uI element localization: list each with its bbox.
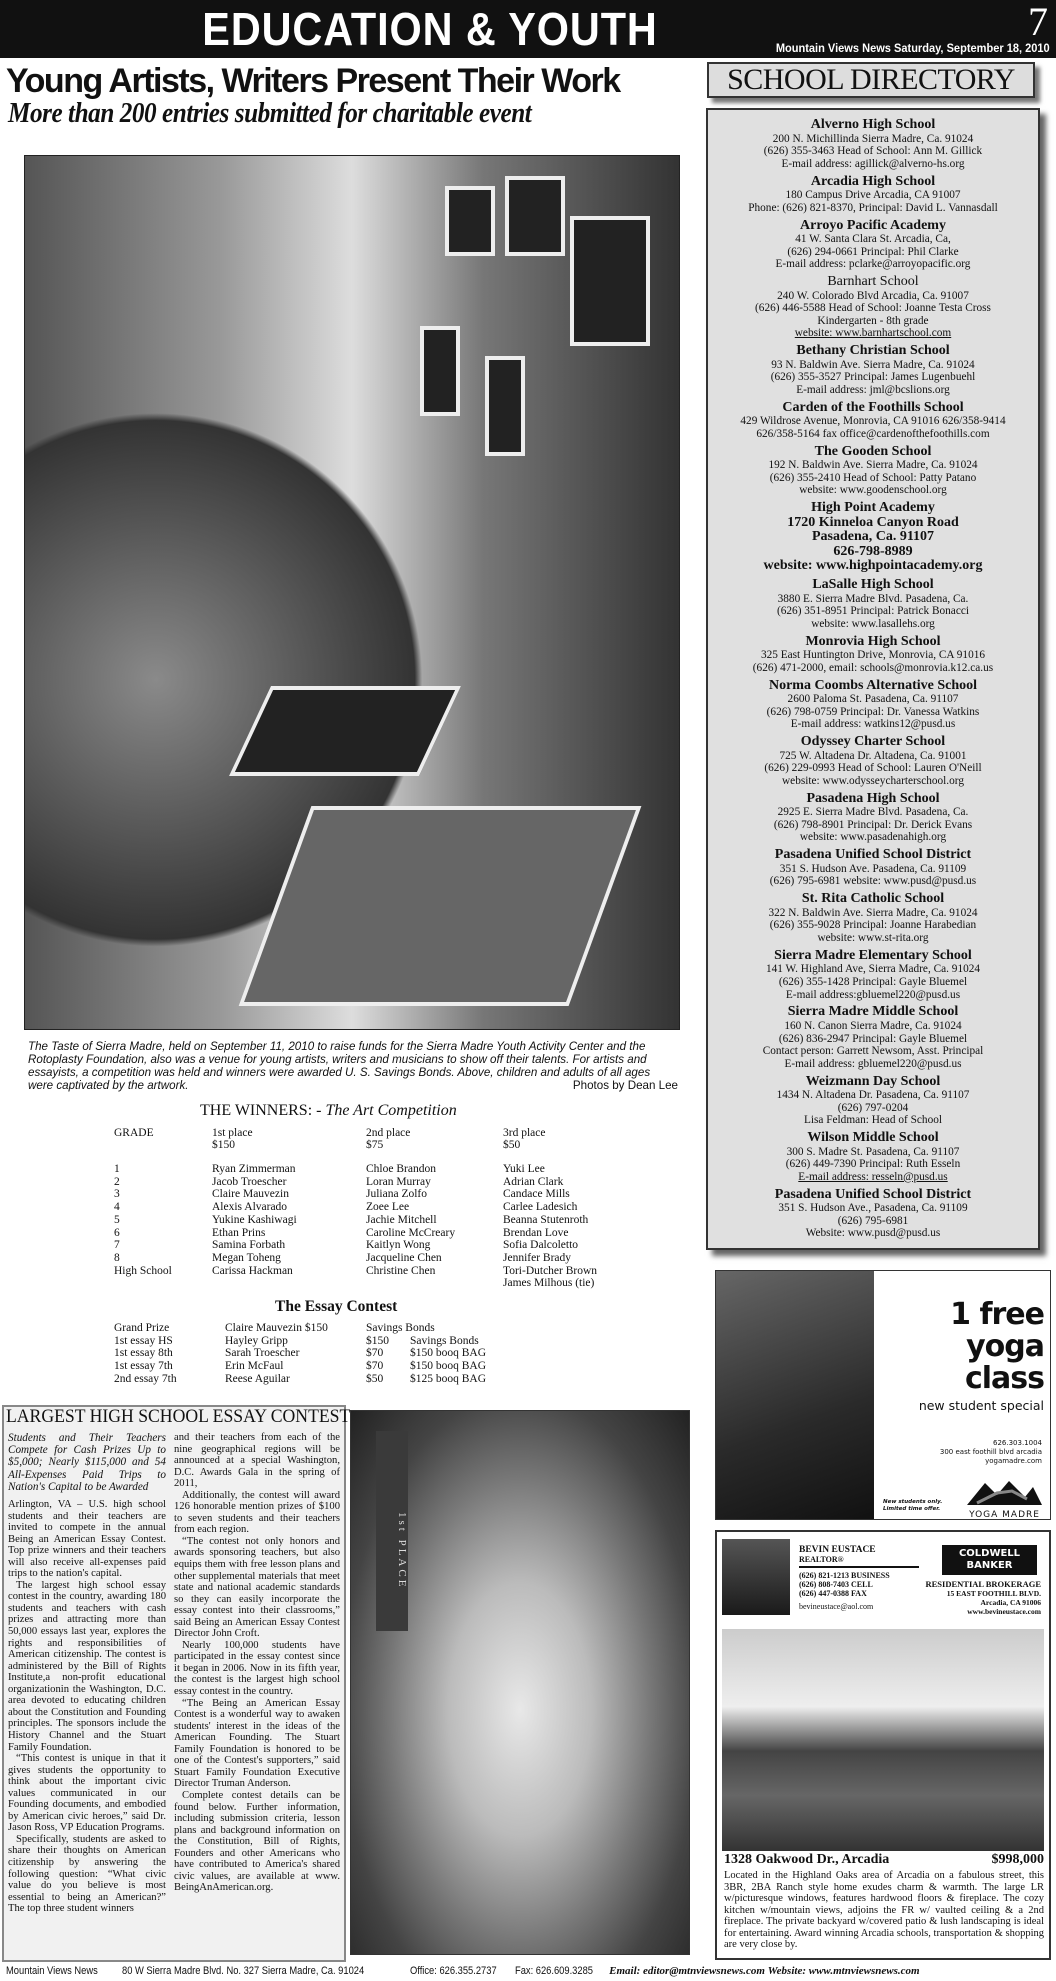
school-contact-link[interactable]: website: www.odysseycharterschool.org (782, 774, 964, 787)
school-contact-link[interactable]: E-mail address: watkins12@pusd.us (790, 718, 956, 731)
cell: 1st essay HS (114, 1334, 173, 1347)
brokerage-line: Arcadia, CA 91006 (980, 1598, 1041, 1607)
school-entry (712, 275, 1034, 340)
headline-line: 1 free (950, 1297, 1044, 1332)
school-name: LaSalle High School (812, 577, 934, 593)
school-entry (712, 848, 1034, 888)
essay-contest-title: The Essay Contest (275, 1298, 398, 1315)
cell: Tori-Dutcher Brown (503, 1264, 598, 1277)
school-contact-link[interactable]: E-mail address: jml@bcslions.org (796, 383, 950, 396)
artwork-frame (445, 186, 495, 256)
cell: GRADE (114, 1127, 154, 1139)
cell: 1st essay 8th (114, 1347, 173, 1360)
school-detail: (626) 229-0993 Head of School: Lauren O'Neill (764, 762, 982, 775)
headline-line: class (964, 1361, 1044, 1396)
section-title: EDUCATION & YOUTH (202, 3, 658, 55)
school-name: High Point Academy (811, 500, 935, 516)
school-detail: 325 East Huntington Drive, Monrovia, CA 91016 (760, 649, 986, 662)
school-detail: (626) 355-3463 Head of School: Ann M. Gillick (763, 145, 983, 158)
cell: Beanna Stutenroth (503, 1213, 589, 1226)
school-contact-link[interactable]: (626) 795-6981 website: www.pusd@pusd.us (769, 875, 977, 888)
school-detail: 429 Wildrose Avenue, Monrovia, CA 91016 626/358-9414 (740, 415, 1006, 428)
school-detail: 1434 N. Altadena Dr. Pasadena, Ca. 91107 (776, 1089, 970, 1102)
school-entry (712, 219, 1034, 271)
cell: $70 (366, 1347, 384, 1360)
school-contact-link[interactable]: website: www.highpointacademy.org (763, 558, 983, 574)
artwork-frame (505, 176, 565, 256)
school-entry (712, 578, 1034, 630)
school-directory-title: SCHOOL DIRECTORY (707, 62, 1035, 98)
yoga-ad[interactable] (715, 1270, 1051, 1520)
school-detail: (626) 446-5588 Head of School: Joanne Testa Cross (755, 302, 991, 315)
artwork-frame (570, 216, 650, 346)
school-detail: Pasadena, Ca. 91107 (811, 529, 935, 545)
school-contact-link[interactable]: (626) 471-2000, email: schools@monrovia.k12.ca.us (752, 661, 994, 674)
yoga-contact (940, 1439, 1042, 1466)
cell: 5 (114, 1213, 120, 1226)
listing-description: Located in the Highland Oaks area of Arcadia on a fabulous street, this 3BR, 2BA Ranch style home exudes charm & warmth. The large LR w/picturesque windows, features hardwood floors & fireplace. The cozy kitchen w/mountain views, adjoins the FR w/ vaulted ceiling & a 2nd fireplace. The private backyard w/covered patio & lush landscaping is ideal for entertaining. Award winning Arcadia schools, transportation & shopping are very close by. (724, 1870, 1044, 1950)
cell: 3 (114, 1188, 120, 1201)
school-detail: 93 N. Baldwin Ave. Sierra Madre, Ca. 91024 (771, 358, 975, 371)
subheadline: More than 200 entries submitted for charitable event (8, 98, 532, 129)
cell: Megan Toheng (212, 1251, 281, 1264)
cell: 1 (114, 1163, 120, 1175)
page-number: 7 (1028, 0, 1048, 44)
article-paragraph: and their teachers from each of the nine geographical regions will be announced at a special Washington, D.C. Awards Gala in the spring of 2011, (174, 1432, 340, 1490)
agent-phone: (626) 447-0388 FAX (799, 1589, 867, 1598)
school-name: Arcadia High School (810, 173, 936, 189)
article-subheading: Students and Their Teachers Compete for Cash Prizes Up to $5,000; Nearly $115,000 and 54 All-Expenses Paid Trips to Nation's Capital to be Awarded (8, 1432, 166, 1493)
article-paragraph: Complete contest details can be found below. Further information, including submission criteria, lesson plans and background information on the Constitution, Bill of Rights, Founders and other Americans who have contributed to America's shared civic values, are available at www. BeingAnAmerican.org. (174, 1789, 340, 1894)
cell: $150 (366, 1334, 389, 1347)
agent-photo (722, 1539, 790, 1615)
brokerage-website[interactable]: www.bevineustace.com (967, 1607, 1041, 1616)
coldwell-banker-logo (942, 1545, 1037, 1575)
photo-credit: Photos by Dean Lee (572, 1079, 678, 1092)
school-name: Arroyo Pacific Academy (800, 217, 946, 233)
cell: Savings Bonds (366, 1322, 435, 1334)
brokerage-line: 15 EAST FOOTHILL BLVD. (946, 1589, 1041, 1598)
school-entry (712, 401, 1034, 441)
agent-info (799, 1546, 919, 1611)
cell: Samina Forbath (212, 1239, 286, 1252)
realtor-ad[interactable] (715, 1530, 1051, 1960)
school-detail: 2925 E. Sierra Madre Blvd. Pasadena, Ca. (777, 806, 969, 819)
dateline: Mountain Views News Saturday, September 18, 2010 (776, 41, 1050, 55)
listing-price: $998,000 (991, 1852, 1044, 1867)
article-column-1 (8, 1432, 166, 1915)
cell: $150 (212, 1139, 235, 1151)
school-name: Alverno High School (810, 117, 936, 132)
note-line: Limited time offer. (883, 1506, 941, 1512)
yoga-address: 300 east foothill blvd arcadia (939, 1448, 1042, 1456)
cell: 6 (114, 1226, 120, 1239)
cell: Claire Mauvezin $150 (225, 1322, 328, 1334)
page-footer (0, 1962, 1056, 1981)
school-contact-link[interactable]: website: www.goodenschool.org (799, 484, 947, 497)
school-entry (712, 501, 1034, 574)
cell: $50 (366, 1372, 384, 1385)
school-contact-link[interactable]: website: www.barnhartschool.com (794, 327, 952, 340)
school-name: Monrovia High School (805, 633, 941, 649)
school-entry (712, 949, 1034, 1001)
school-entry (712, 892, 1034, 944)
agent-email[interactable]: bevineustace@aol.com (799, 1602, 874, 1611)
school-detail: 160 N. Canon Sierra Madre, Ca. 91024 (784, 1019, 962, 1032)
school-name: Weizmann Day School (805, 1073, 941, 1089)
cell: 4 (114, 1201, 120, 1214)
article-paragraph: Nearly 100,000 students have participated in the essay contest since it began in 2006. Now in its fifth year, the contest is the largest high school essay contest in the country. (174, 1639, 340, 1698)
cell: Alexis Alvarado (212, 1201, 288, 1214)
cell: Yuki Lee (503, 1163, 545, 1175)
cell: Sofia Dalcoletto (503, 1239, 579, 1252)
cell: Yukine Kashiwagi (212, 1213, 297, 1226)
cell: Ryan Zimmerman (212, 1163, 296, 1175)
school-detail: Kindergarten - 8th grade (817, 314, 929, 327)
brokerage-line: RESIDENTIAL BROKERAGE (925, 1579, 1041, 1589)
school-detail: 141 W. Highland Ave, Sierra Madre, Ca. 91024 (765, 963, 981, 976)
school-contact-link[interactable]: Website: www.pusd@pusd.us (805, 1227, 941, 1240)
article-paragraph: Arlington, VA – U.S. high school students and their teachers are invited to compete in the annual Being an American Essay Contest. Top prize winners and their teachers will also receive all-expenses paid trips to the nation's capital. (8, 1499, 166, 1580)
agent-phone: (626) 808-7403 CELL (799, 1580, 873, 1589)
cell: Grand Prize (114, 1322, 170, 1334)
cell: Adrian Clark (503, 1175, 564, 1188)
artwork-frame (229, 686, 461, 776)
yoga-ad-subline: new student special (918, 1398, 1044, 1413)
school-name: Sierra Madre Middle School (787, 1004, 959, 1020)
brand-line: BANKER (966, 1560, 1013, 1571)
school-contact-link[interactable]: E-mail address: agillick@alverno-hs.org (781, 157, 965, 170)
headline: Young Artists, Writers Present Their Work (6, 62, 620, 100)
school-entry (712, 118, 1034, 170)
school-name: Barnhart School (827, 274, 919, 290)
school-name: Carden of the Foothills School (782, 399, 964, 415)
school-detail: 180 Campus Drive Arcadia, CA 91007 (785, 189, 961, 202)
cell: Chloe Brandon (366, 1163, 436, 1175)
listing-title (724, 1852, 1044, 1868)
cell: Brendan Love (503, 1226, 569, 1239)
school-contact-link[interactable]: E-mail address: pclarke@arroyopacific.org (775, 258, 971, 271)
school-detail: 240 W. Colorado Blvd Arcadia, Ca. 91007 (777, 289, 969, 302)
yoga-website[interactable]: yogamadre.com (985, 1457, 1042, 1465)
school-detail: 41 W. Santa Clara St. Arcadia, Ca, (795, 233, 951, 246)
school-detail: (626) 294-0661 Principal: Phil Clarke (787, 245, 959, 258)
school-name: Pasadena High School (806, 790, 940, 806)
brokerage-info (926, 1580, 1042, 1616)
article-heading: LARGEST HIGH SCHOOL ESSAY CONTEST (6, 1406, 351, 1427)
artwork-frame (420, 326, 460, 416)
school-detail: (626) 355-2410 Head of School: Patty Patano (769, 471, 977, 484)
school-detail: 322 N. Baldwin Ave. Sierra Madre, Ca. 91024 (768, 906, 978, 919)
school-detail: 725 W. Altadena Dr. Altadena, Ca. 91001 (779, 749, 967, 762)
agent-phone: (626) 821-1213 BUSINESS (799, 1571, 890, 1580)
footer-office: Office: 626.355.2737 (409, 1965, 497, 1977)
school-entry (712, 445, 1034, 497)
house-photo (722, 1629, 1044, 1851)
agent-name: BEVIN EUSTACE (799, 1545, 876, 1555)
artwork-frame (239, 806, 642, 1006)
cell: Zoee Lee (366, 1201, 410, 1214)
cell: Kaitlyn Wong (366, 1239, 431, 1252)
cell: $70 (366, 1360, 384, 1373)
cell: Carlee Ladesich (503, 1201, 578, 1214)
mountains-icon (967, 1479, 1042, 1505)
school-directory (706, 108, 1040, 1250)
school-detail: (626) 836-2947 Principal: Gayle Bluemel (778, 1032, 968, 1045)
cell: $150 booq BAG (410, 1347, 487, 1360)
school-detail: 192 N. Baldwin Ave. Sierra Madre, Ca. 91024 (768, 459, 978, 472)
article-paragraph: Additionally, the contest will award 126 honorable mention prizes of $100 to seven students and their teachers from each region. (174, 1489, 340, 1536)
school-contact-link[interactable]: website: www.pasadenahigh.org (799, 831, 947, 844)
yoga-pose-photo (716, 1271, 874, 1519)
cell: Reese Aguilar (225, 1372, 290, 1385)
school-entry (712, 1188, 1034, 1240)
cell: Jennifer Brady (503, 1251, 572, 1264)
school-detail: 2600 Paloma St. Pasadena, Ca. 91107 (787, 693, 959, 706)
cell: James Milhous (tie) (503, 1277, 595, 1290)
article-paragraph: The largest high school essay contest in the country, awarding 180 students and teachers with cash prizes and attracting more than 50,000 essays last year, explores the rights and responsibilities of American citizenship. The contest is administered by the Bill of Rights Institute,a non-profit educational organizationin the Washington, D.C. area devoted to educating children about the Constitution and Founding principles. The sponsors include the History Channel and the Stuart Family Foundation. (8, 1579, 166, 1753)
cell: Candace Mills (503, 1188, 570, 1201)
cell: High School (114, 1264, 172, 1277)
yoga-phone: 626.303.1004 (993, 1439, 1042, 1447)
cell: $150 booq BAG (410, 1360, 487, 1373)
school-name: Wilson Middle School (807, 1130, 939, 1146)
school-name: Odyssey Charter School (800, 734, 946, 750)
school-entry (712, 1005, 1034, 1070)
cell: Jacqueline Chen (366, 1251, 442, 1264)
school-name: The Gooden School (814, 443, 932, 459)
school-detail: Contact person: Garrett Newsom, Asst. Principal (762, 1045, 984, 1058)
cell: 1st essay 7th (114, 1360, 173, 1373)
school-contact-link[interactable]: E-mail address:gbluemel220@pusd.us (785, 988, 961, 1001)
cell: 2nd essay 7th (114, 1372, 177, 1385)
school-detail: (626) 355-9028 Principal: Joanne Harabedian (769, 919, 977, 932)
brand-line: COLDWELL (958, 1548, 1021, 1559)
winners-title-italic: The Art Competition (325, 1102, 457, 1119)
yoga-offer-note (883, 1499, 942, 1513)
school-detail: (626) 798-0759 Principal: Dr. Vanessa Watkins (766, 705, 980, 718)
school-detail: 3880 E. Sierra Madre Blvd. Pasadena, Ca. (777, 592, 969, 605)
logo-text: YOGA MADRE (969, 1510, 1040, 1520)
article-paragraph: “The contest not only honors and awards sponsoring teachers, but also equips them with free lesson plans and other supplemental materials that meet state and national academic standards so they can easily incorporate the essay contest into their classrooms,” said Being an American Essay Contest Director John Croft. (174, 1535, 340, 1640)
school-detail: (626) 351-8951 Principal: Patrick Bonacci (776, 605, 969, 618)
winners-title-text: THE WINNERS: - (200, 1102, 326, 1119)
cell: Christine Chen (366, 1264, 436, 1277)
cell: $75 (366, 1139, 384, 1151)
school-detail: (626) 355-1428 Principal: Gayle Bluemel (778, 975, 968, 988)
cell: Ethan Prins (212, 1226, 266, 1239)
article-paragraph: “This contest is unique in that it gives students the opportunity to think about the important civic values communicated in our Founding documents, and embodied by American civic heroes,” said Dr. Jason Ross, VP Education Programs. (8, 1753, 166, 1834)
footer-address: 80 W Sierra Madre Blvd. No. 327 Sierra Madre, Ca. 91024 (122, 1965, 365, 1977)
school-contact-link[interactable]: website: www.st-rita.org (817, 932, 929, 944)
cell: 7 (114, 1239, 120, 1252)
footer-website[interactable]: Website: www.mtnviewsnews.com (767, 1965, 920, 1977)
cell: Jacob Troescher (212, 1175, 287, 1188)
school-name: Pasadena Unified School District (774, 1186, 972, 1202)
school-name: Norma Coombs Alternative School (768, 677, 978, 693)
school-entry (712, 1075, 1034, 1127)
cell: Hayley Gripp (225, 1334, 288, 1347)
school-detail: 200 N. Michillinda Sierra Madre, Ca. 91024 (772, 132, 974, 145)
yoga-madre-logo (967, 1479, 1042, 1520)
school-entry (712, 175, 1034, 215)
school-name: Bethany Christian School (796, 343, 950, 359)
school-detail: 351 S. Hudson Ave. Pasadena, Ca. 91109 (779, 862, 967, 875)
school-detail: (626) 355-3527 Principal: James Lugenbuehl (770, 371, 976, 384)
article-column-2 (174, 1432, 340, 1894)
winners-title (200, 1102, 457, 1120)
school-entry (712, 1131, 1034, 1183)
footer-email[interactable]: Email: editor@mtnviewsnews.com (609, 1965, 765, 1977)
yoga-ad-headline (886, 1299, 1044, 1395)
cell: Claire Mauvezin (212, 1188, 289, 1201)
school-detail: (626) 449-7390 Principal: Ruth Esseln (785, 1158, 961, 1171)
school-contact-link[interactable]: E-mail address: resseln@pusd.us (798, 1170, 948, 1183)
school-contact-link[interactable]: website: www.lasallehs.org (811, 617, 935, 630)
agent-title: REALTOR® (799, 1555, 919, 1568)
cell: $125 booq BAG (410, 1372, 487, 1385)
school-name: St. Rita Catholic School (801, 891, 945, 907)
photo-caption: The Taste of Sierra Madre, held on September 11, 2010 to raise funds for the Sierra Madre Youth Activity Center and the Rotoplasty Foundation, also was a venue for young artists, writers and musicians to show off their talents. For artists and essayists, a competition was held and winners were awarded U. S. Savings Bonds. Above, children and adults of all ages were captivated by the artwork. (28, 1040, 651, 1092)
artwork-frame (485, 356, 525, 456)
school-entry (712, 679, 1034, 731)
school-entry (712, 635, 1034, 675)
cell: 8 (114, 1251, 120, 1264)
footer-fax: Fax: 626.609.3285 (514, 1965, 593, 1977)
note-line: New students only. (883, 1499, 943, 1505)
cell: 3rd place (503, 1127, 546, 1139)
cell: 2nd place (366, 1127, 411, 1139)
cell: Juliana Zolfo (366, 1188, 427, 1201)
school-detail: Phone: (626) 821-8370, Principal: David L. Vannasdall (748, 201, 998, 214)
school-detail: 1720 Kinneloa Canyon Road (787, 514, 959, 530)
art-exhibit-photo (24, 155, 680, 1030)
school-contact-link[interactable]: E-mail address: gbluemel220@pusd.us (784, 1057, 962, 1070)
first-place-painting-photo (350, 1410, 690, 1955)
cell: $50 (503, 1139, 521, 1151)
cell: Erin McFaul (225, 1360, 284, 1373)
school-entry (712, 792, 1034, 844)
school-entry (712, 344, 1034, 396)
cell: 1st place (212, 1127, 253, 1139)
listing-address: 1328 Oakwood Dr., Arcadia (724, 1852, 890, 1867)
school-contact-link[interactable]: 626/358-5164 fax office@cardenofthefoothills.com (756, 427, 990, 440)
masthead (0, 0, 1056, 58)
school-detail: 300 S. Madre St. Pasadena, Ca. 91107 (786, 1145, 960, 1158)
cell: Jachie Mitchell (366, 1213, 437, 1226)
footer-paper: Mountain Views News (6, 1965, 98, 1977)
cell: Loran Murray (366, 1175, 431, 1188)
school-entry (712, 735, 1034, 787)
cell: Sarah Troescher (225, 1347, 300, 1360)
school-detail: 351 S. Hudson Ave., Pasadena, Ca. 91109 (778, 1202, 968, 1215)
school-detail: (626) 797-0204 (837, 1101, 909, 1114)
school-name: Pasadena Unified School District (774, 847, 972, 863)
first-place-ribbon: 1st PLACE (376, 1431, 408, 1631)
cell: Caroline McCreary (366, 1226, 456, 1239)
cell: Carissa Hackman (212, 1264, 293, 1277)
school-detail: (626) 795-6981 (837, 1214, 909, 1227)
article-paragraph: “The Being an American Essay Contest is a wonderful way to awaken students' interest in the ideas of the American Founding. The Stuart Family Foundation is honored to be one of the Contest's supporters,” said Stuart Family Foundation Executive Director Truman Anderson. (174, 1697, 340, 1790)
school-name: Sierra Madre Elementary School (774, 947, 972, 963)
headline-line: yoga (966, 1329, 1044, 1364)
school-detail: Lisa Feldman: Head of School (803, 1114, 943, 1127)
cell: Savings Bonds (410, 1334, 479, 1347)
school-detail: 626-798-8989 (833, 543, 913, 559)
cell: 2 (114, 1175, 120, 1188)
article-paragraph: Specifically, students are asked to share their thoughts on American citizenship by answering the following question: “What civic value do you believe is most essential to being an American?” The top three student winners (8, 1833, 166, 1915)
school-detail: (626) 798-8901 Principal: Dr. Derick Evans (773, 818, 973, 831)
